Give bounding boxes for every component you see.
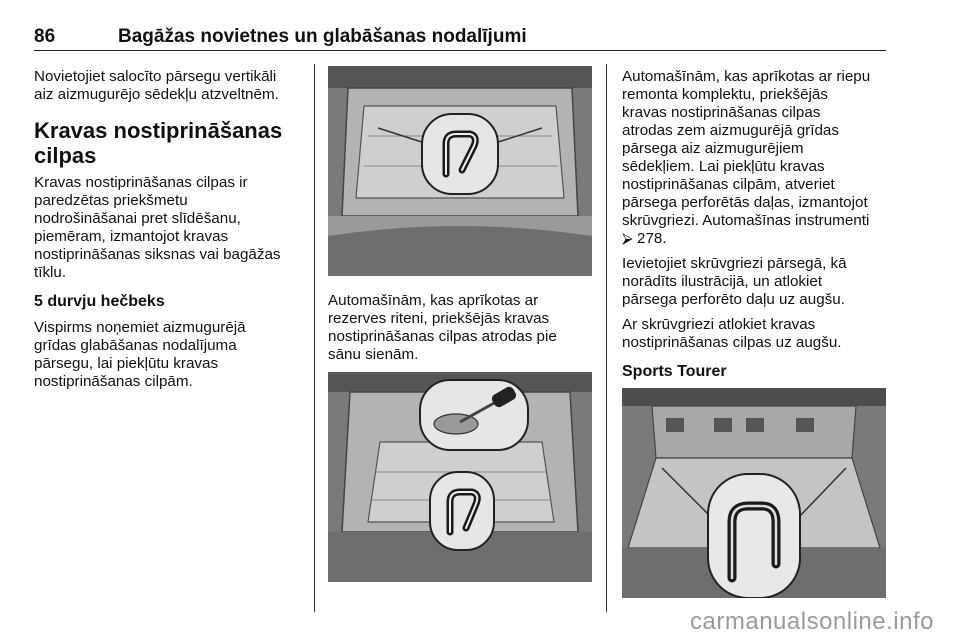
column-divider-2 bbox=[606, 64, 607, 612]
text-line: nodrošināšanai pret slīdēšanu, bbox=[34, 210, 241, 227]
figure-sports-tourer bbox=[622, 388, 886, 598]
text-line: nostiprināšanas cilpām. bbox=[34, 373, 193, 390]
text-line: nostiprināšanas cilpas uz augšu. bbox=[622, 334, 842, 351]
page-reference-link[interactable]: ⮚ 278. bbox=[622, 230, 667, 247]
text-line: skrūvgriezi. Automašīnas instrumenti bbox=[622, 212, 870, 229]
text-line: grīdas glabāšanas nodalījuma bbox=[34, 337, 237, 354]
heading-line: Kravas nostiprināšanas bbox=[34, 118, 283, 143]
text-line: tīklu. bbox=[34, 264, 67, 281]
subheading-hatchback: 5 durvju hečbeks bbox=[34, 293, 165, 310]
text-line: pārsega perforētās daļas, izmantojot bbox=[622, 194, 868, 211]
text-line: kravas nostiprināšanas cilpas bbox=[622, 104, 821, 121]
text-line: pārsegu, lai piekļūtu kravas bbox=[34, 355, 219, 372]
text-line: sēdekļiem. Lai piekļūtu kravas bbox=[622, 158, 825, 175]
column-1 bbox=[34, 68, 306, 398]
text-line: aiz aizmugurējo sēdekļu atzveltnēm. bbox=[34, 86, 279, 103]
text-line: nostiprināšanas cilpām, atveriet bbox=[622, 176, 835, 193]
text-line: Automašīnām, kas aprīkotas ar riepu bbox=[622, 68, 871, 85]
section-heading bbox=[34, 118, 306, 168]
text-line: remonta komplektu, priekšējās bbox=[622, 86, 828, 103]
paragraph-tie-downs bbox=[34, 174, 306, 282]
figure-screwdriver-cover bbox=[328, 372, 592, 582]
column-divider-1 bbox=[314, 64, 315, 612]
paragraph-hatchback bbox=[34, 319, 306, 391]
text-line: paredzētas priekšmetu bbox=[34, 192, 188, 209]
paragraph-repair-kit bbox=[622, 68, 890, 248]
caption-spare-wheel bbox=[328, 292, 600, 364]
text-line: Automašīnām, kas aprīkotas ar bbox=[328, 292, 539, 309]
intro-paragraph bbox=[34, 68, 306, 104]
paragraph-fold-loops bbox=[622, 316, 890, 352]
header-divider bbox=[34, 50, 886, 51]
text-line: sānu sienām. bbox=[328, 346, 419, 363]
paragraph-insert-screwdriver bbox=[622, 255, 890, 309]
text-line: pārsega perforēto daļu uz augšu. bbox=[622, 291, 845, 308]
text-line: Novietojiet salocīto pārsegu vertikāli bbox=[34, 68, 277, 85]
text-line: atrodas zem aizmugurējā grīdas bbox=[622, 122, 839, 139]
text-line: Ar skrūvgriezi atlokiet kravas bbox=[622, 316, 816, 333]
page-header bbox=[34, 26, 886, 48]
heading-line: cilpas bbox=[34, 143, 97, 168]
text-line: norādīts ilustrācijā, un atlokiet bbox=[622, 273, 823, 290]
figure-hatchback-loops bbox=[328, 66, 592, 276]
text-line: nostiprināšanas siksnas vai bagāžas bbox=[34, 246, 281, 263]
text-line: piemēram, izmantojot kravas bbox=[34, 228, 229, 245]
subheading-sports-tourer: Sports Tourer bbox=[622, 363, 727, 380]
text-line: Ievietojiet skrūvgriezi pārsegā, kā bbox=[622, 255, 847, 272]
text-line: rezerves riteni, priekšējās kravas bbox=[328, 310, 550, 327]
page-number: 86 bbox=[34, 26, 56, 47]
column-3 bbox=[622, 68, 890, 389]
text-line: nostiprināšanas cilpas atrodas pie bbox=[328, 328, 557, 345]
text-line: Kravas nostiprināšanas cilpas ir bbox=[34, 174, 248, 191]
text-line: pārsega aiz aizmugurējiem bbox=[622, 140, 804, 157]
page-title: Bagāžas novietnes un glabāšanas nodalījumi bbox=[118, 26, 527, 47]
text-line: Vispirms noņemiet aizmugurējā bbox=[34, 319, 246, 336]
column-2-caption bbox=[328, 292, 600, 371]
watermark: carmanualsonline.info bbox=[690, 608, 934, 635]
